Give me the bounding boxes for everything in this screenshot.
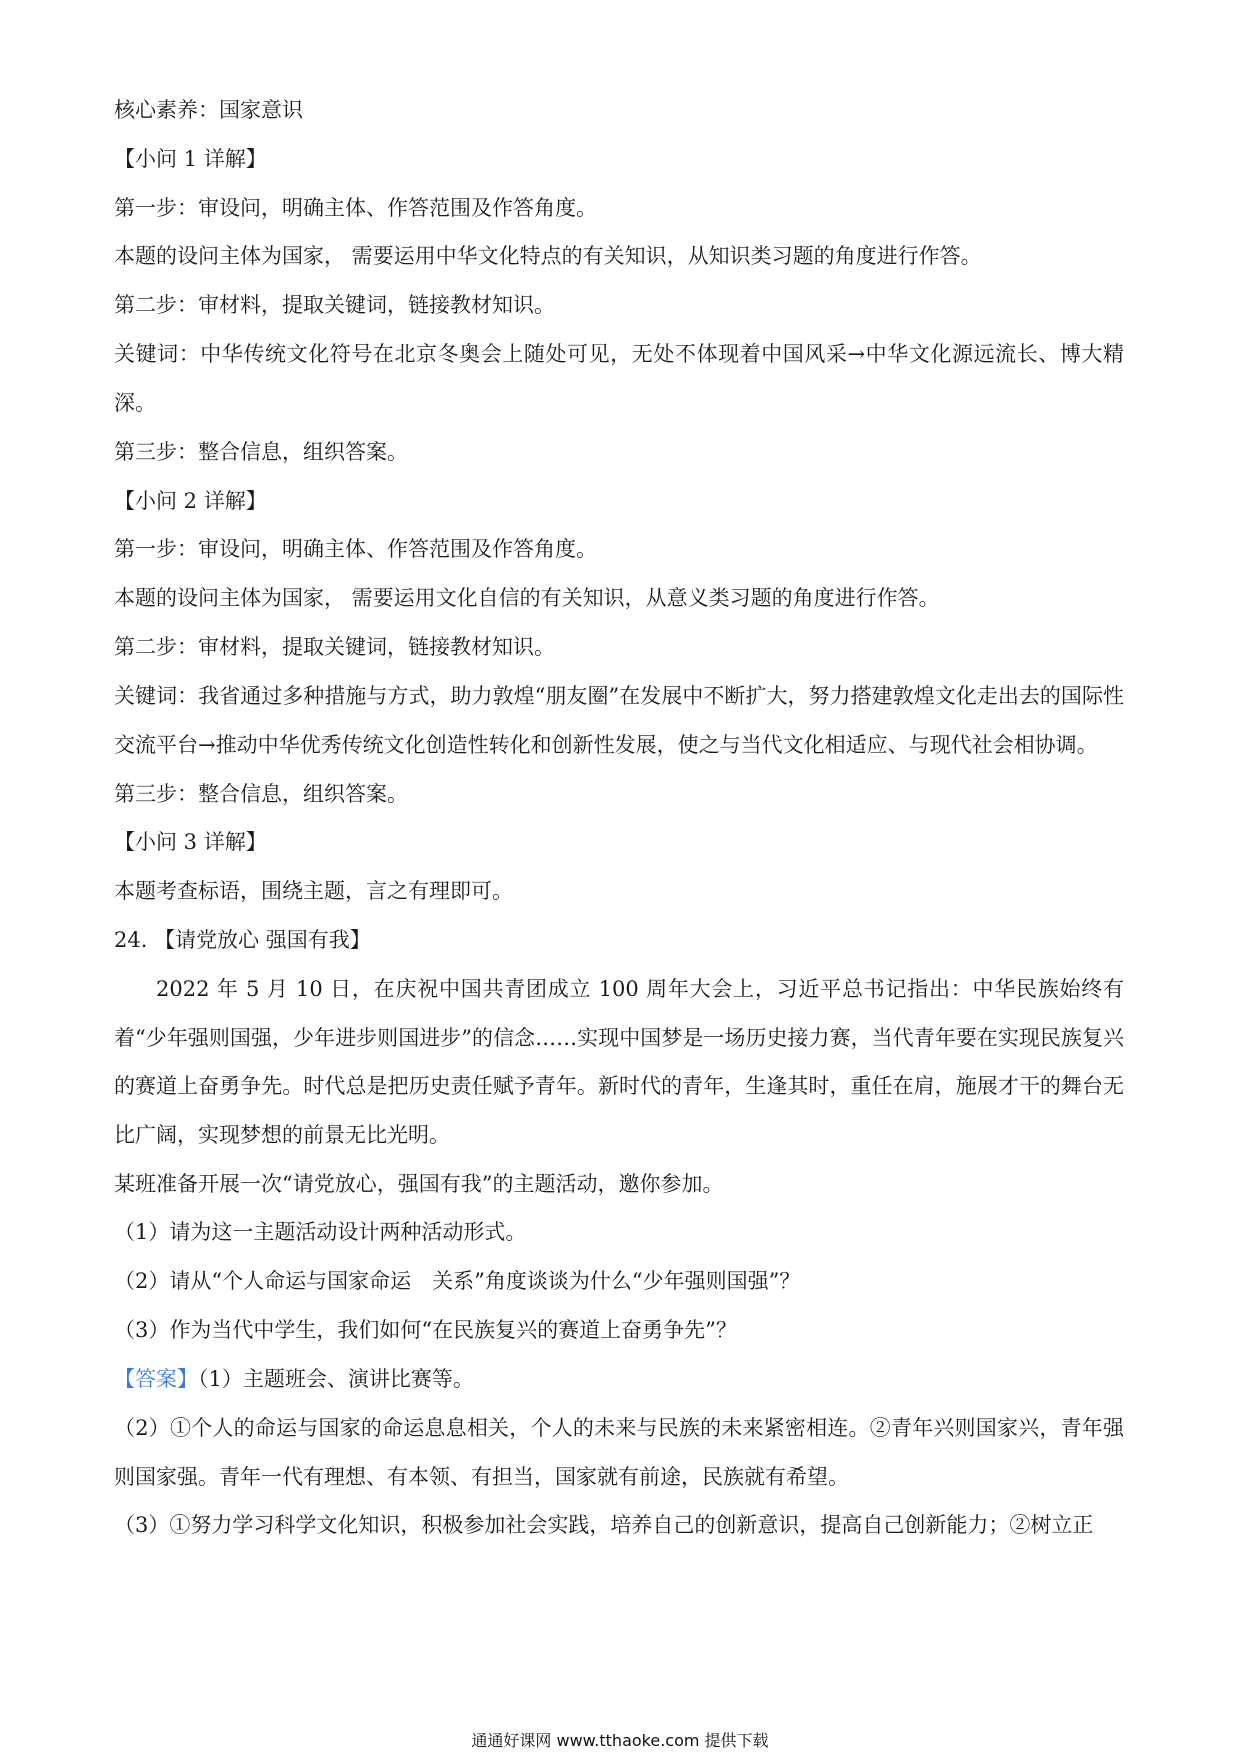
q1-step3: 第三步：整合信息，组织答案。 bbox=[114, 439, 408, 464]
q2-step3: 第三步：整合信息，组织答案。 bbox=[114, 781, 408, 806]
q24-sub3: （3）作为当代中学生，我们如何“在民族复兴的赛道上奋勇争先”？ bbox=[114, 1317, 737, 1342]
q2-keywords: 关键词：我省通过多种措施与方式，助力敦煌“朋友圈”在发展中不断扩大，努力搭建敦煌文化走出去的国际性交流平台→推动中华优秀传统文化创造性转化和创新性发展，使之与当代文化相适应、与现代社会相协调。 bbox=[114, 684, 1124, 757]
q1-heading: 【小问 1 详解】 bbox=[114, 146, 267, 171]
q2-step2: 第二步：审材料，提取关键词，链接教材知识。 bbox=[114, 634, 555, 659]
q1-keywords: 关键词：中华传统文化符号在北京冬奥会上随处可见，无处不体现着中国风采→中华文化源远流长、博大精深。 bbox=[114, 342, 1124, 415]
q1-subject: 本题的设问主体为国家， 需要运用中华文化特点的有关知识，从知识类习题的角度进行作答。 bbox=[114, 244, 982, 269]
core-literacy-line: 核心素养：国家意识 bbox=[114, 98, 303, 122]
q1-step2: 第二步：审材料，提取关键词，链接教材知识。 bbox=[114, 293, 555, 318]
q24-sub1: （1）请为这一主题活动设计两种活动形式。 bbox=[114, 1220, 527, 1245]
q24-intro: 某班准备开展一次“请党放心，强国有我”的主题活动，邀你参加。 bbox=[114, 1171, 724, 1196]
q3-heading: 【小问 3 详解】 bbox=[114, 830, 267, 855]
answer-2: （2）①个人的命运与国家的命运息息相关，个人的未来与民族的未来紧密相连。②青年兴则国家兴，青年强则国家强。青年一代有理想、有本领、有担当，国家就有前途，民族就有希望。 bbox=[114, 1416, 1124, 1489]
answer-1: （1）主题班会、演讲比赛等。 bbox=[198, 1366, 474, 1391]
q2-subject: 本题的设问主体为国家， 需要运用文化自信的有关知识，从意义类习题的角度进行作答。 bbox=[114, 586, 940, 611]
q3-text: 本题考查标语，围绕主题，言之有理即可。 bbox=[114, 879, 513, 904]
q1-step1: 第一步：审设问，明确主体、作答范围及作答角度。 bbox=[114, 195, 597, 220]
document-body bbox=[114, 96, 1124, 1560]
answer-tag: 【答案】 bbox=[114, 1366, 198, 1391]
q24-material: 2022 年 5 月 10 日，在庆祝中国共青团成立 100 周年大会上，习近平总书记指出：中华民族始终有着“少年强则国强，少年进步则国进步”的信念……实现中国梦是一场历史接力赛，当代青年要在实现民族复兴的赛道上奋勇争先。时代总是把历史责任赋予青年。新时代的青年，生逢其时，重任在肩，施展才干的舞台无比广阔，实现梦想的前景无比光明。 bbox=[114, 977, 1124, 1147]
answer-line-1 bbox=[114, 1365, 1124, 1394]
q2-step1: 第一步：审设问，明确主体、作答范围及作答角度。 bbox=[114, 537, 597, 562]
q24-sub2: （2）请从“个人命运与国家命运 关系”角度谈谈为什么“少年强则国强”？ bbox=[114, 1269, 801, 1294]
q24-title: 24. 【请党放心 强国有我】 bbox=[114, 927, 371, 952]
answer-3: （3）①努力学习科学文化知识，积极参加社会实践，培养自己的创新意识，提高自己创新能力；②树立正 bbox=[114, 1513, 1094, 1538]
q2-heading: 【小问 2 详解】 bbox=[114, 488, 267, 513]
page-footer: 通通好课网 www.tthaoke.com 提供下载 bbox=[471, 1731, 769, 1750]
